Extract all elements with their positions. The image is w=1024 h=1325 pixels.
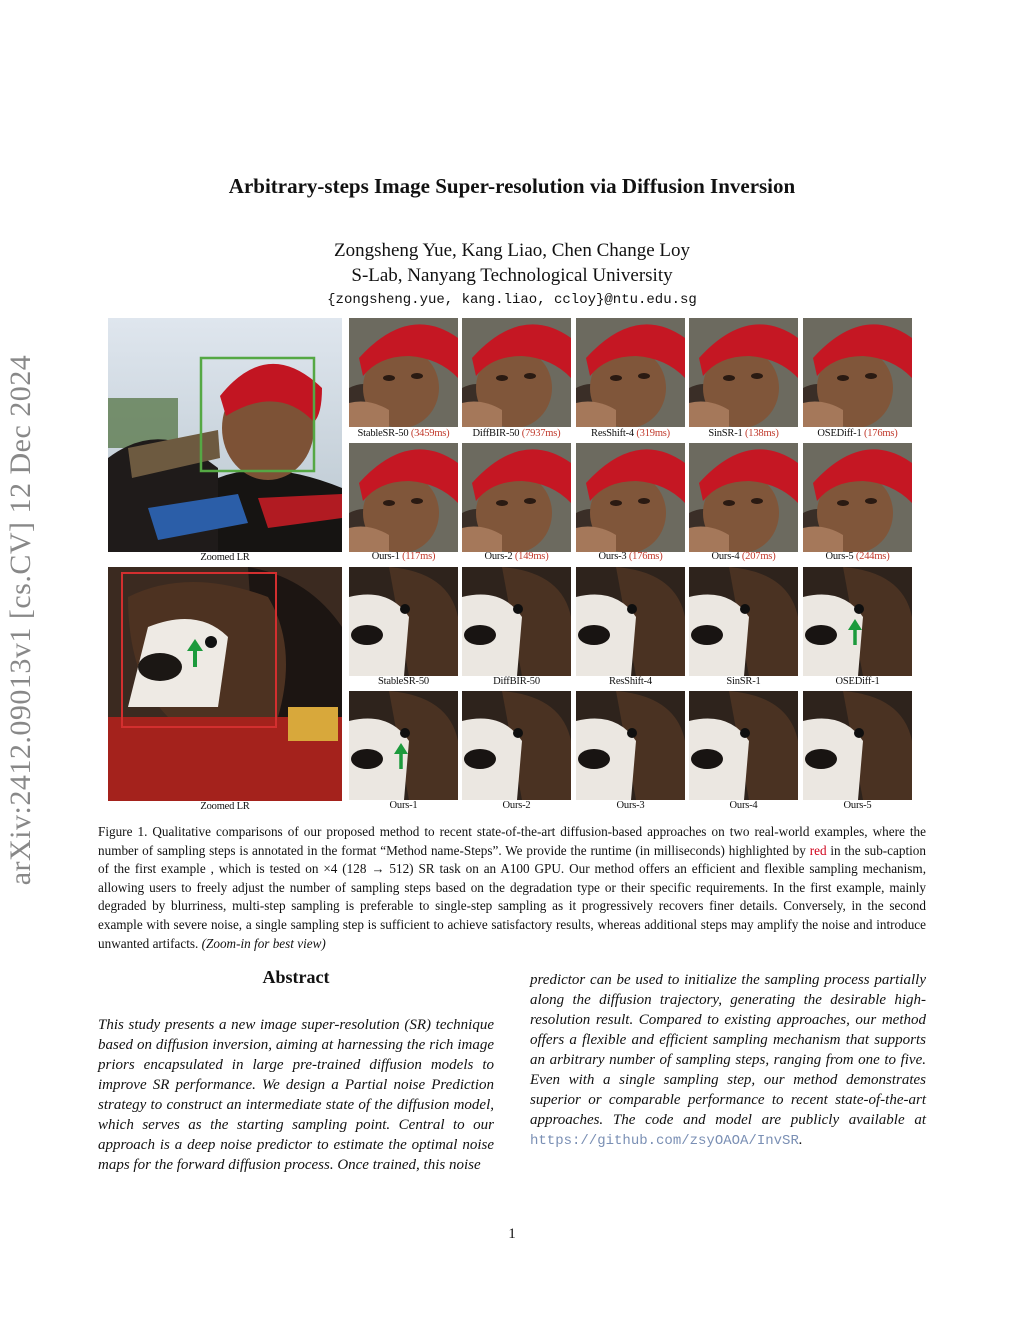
dog-row2-caption-2 [454, 800, 579, 811]
runtime-label: (319ms) [636, 428, 670, 439]
face-row2-result-2 [462, 443, 571, 552]
method-name: Ours-4 [729, 800, 758, 811]
face-row2-result-5 [803, 443, 912, 552]
face-row2-caption-2 [454, 551, 579, 562]
abstract-left-column: This study presents a new image super-resolution (SR) technique based on diffusion inversion, aiming at harnessing the rich image priors encapsulated in large pre-trained diffusion models to improve SR performance. We design a Partial noise Prediction strategy to construct an intermediate state of the diffusion model, which serves as the starting sampling point. Central to our approach is a deep noise predictor to estimate the optimal noise maps for the forward diffusion process. Once trained, this noise [98, 1017, 494, 1173]
method-name: Ours-1 [389, 800, 418, 811]
page-number: 1 [508, 1226, 516, 1242]
face-lr-label: Zoomed LR [200, 552, 250, 563]
method-name: Ours-4 [711, 551, 740, 562]
dog-row2-caption-4 [681, 800, 806, 811]
dog-lr-label: Zoomed LR [200, 801, 250, 812]
runtime-label: (176ms) [863, 428, 898, 439]
method-name: SinSR-1 [726, 676, 761, 687]
face-row1-result-3 [576, 318, 685, 427]
face-row1-caption-3 [568, 428, 693, 439]
method-name: Ours-1 [371, 551, 400, 562]
dog-row1-caption-5 [795, 676, 920, 687]
runtime-label: (138ms) [745, 428, 779, 439]
caption-zoom-note: (Zoom-in for best view) [201, 935, 326, 951]
caption-red-word: red [809, 842, 827, 858]
dog-row2-result-4 [689, 691, 798, 800]
face-row2-caption-5 [795, 551, 920, 562]
method-name: DiffBIR-50 [493, 676, 540, 687]
face-row1-result-4 [689, 318, 798, 427]
dog-row1-result-3 [576, 567, 685, 676]
author-list: Zongsheng Yue, Kang Liao, Chen Change Loy [334, 240, 690, 261]
face-row1-caption-5 [795, 428, 920, 439]
abstract-right-end: . [798, 1132, 803, 1148]
runtime-label: (176ms) [628, 551, 663, 562]
face-row2-caption-1 [341, 551, 466, 562]
dog-row2-result-3 [576, 691, 685, 800]
dog-row2-result-2 [462, 691, 571, 800]
method-name: OSEDiff-1 [817, 428, 862, 439]
caption-part-1: Figure 1. Qualitative comparisons of our proposed method to recent state-of-the-art diffusion-based approaches on two real-world examples, where the number of sampling steps is annotated in the format “Method name-Steps”. We provide the runtime (in milliseconds) highlighted by [98, 824, 926, 858]
runtime-label: (207ms) [741, 551, 776, 562]
method-name: Ours-2 [484, 551, 513, 562]
caption-part-2: in the sub-caption of the first example , which is tested on ×4 (128 → 512) SR task on an A100 GPU. Our method offers an efficient and flexible sampling mechanism, allowing users to freely adjust the number of sampling steps based on the degradation type or their specific requirements. In the first example, mainly degraded by blurriness, multi-step sampling is preferable to single-step sampling as it progressively recovers finer details. Conversely, in the second example with severe noise, a single sampling step is sufficient to achieve satisfactory results, whereas additional steps may amplify the noise and introduce unwanted artifacts. [98, 842, 926, 951]
dog-row2-caption-3 [568, 800, 693, 811]
method-name: ResShift-4 [609, 676, 652, 687]
runtime-label: (244ms) [855, 551, 890, 562]
face-row1-result-2 [462, 318, 571, 427]
affiliation: S-Lab, Nanyang Technological University [351, 265, 673, 286]
runtime-label: (117ms) [402, 551, 436, 562]
dog-row2-caption-1 [341, 800, 466, 811]
dog-row2-caption-5 [795, 800, 920, 811]
dog-row1-caption-3 [568, 676, 693, 687]
face-row2-result-4 [689, 443, 798, 552]
face-lr-image [108, 318, 342, 552]
code-link[interactable]: https://github.com/zsyOAOA/InvSR [530, 1133, 799, 1149]
method-name: Ours-2 [502, 800, 531, 811]
face-row2-result-1 [349, 443, 458, 552]
dog-row1-caption-2 [454, 676, 579, 687]
dog-row1-result-5 [803, 567, 912, 676]
dog-row1-result-4 [689, 567, 798, 676]
dog-row1-caption-1 [341, 676, 466, 687]
method-name: Ours-5 [843, 800, 872, 811]
dog-row1-result-2 [462, 567, 571, 676]
face-row1-caption-1 [341, 428, 466, 439]
method-name: Ours-3 [616, 800, 645, 811]
abstract-right-text: predictor can be used to initialize the sampling process partially along the diffusion trajectory, generating the desirable high-resolution result. Compared to existing approaches, our method offers a flexible and efficient sampling mechanism that supports an arbitrary number of sampling steps, ranging from one to five. Even with a single sampling step, our method demonstrates superior or comparable performance to recent state-of-the-art approaches. The code and model are publicly available at [530, 972, 926, 1128]
dog-row1-caption-4 [681, 676, 806, 687]
abstract-heading: Abstract [262, 967, 330, 987]
author-emails: {zongsheng.yue, kang.liao, ccloy}@ntu.edu.sg [327, 292, 697, 308]
face-row2-result-3 [576, 443, 685, 552]
face-row2-caption-4 [681, 551, 806, 562]
dog-row1-result-1 [349, 567, 458, 676]
method-name: StableSR-50 [378, 676, 429, 687]
face-row1-caption-2 [454, 428, 579, 439]
runtime-label: (7937ms) [521, 428, 561, 439]
abstract-right-column [530, 970, 926, 1151]
face-row1-result-5 [803, 318, 912, 427]
dog-row2-result-5 [803, 691, 912, 800]
method-name: StableSR-50 [357, 428, 409, 439]
arxiv-id-text: arXiv:2412.09013v1 [cs.CV] 12 Dec 2024 [4, 354, 37, 886]
method-name: Ours-5 [825, 551, 854, 562]
face-row1-result-1 [349, 318, 458, 427]
method-name: Ours-3 [598, 551, 627, 562]
method-name: ResShift-4 [591, 428, 634, 439]
face-row1-caption-4 [681, 428, 806, 439]
dog-row2-result-1 [349, 691, 458, 800]
face-row2-caption-3 [568, 551, 693, 562]
paper-title: Arbitrary-steps Image Super-resolution via Diffusion Inversion [228, 174, 796, 198]
figure-caption [98, 823, 926, 953]
method-name: SinSR-1 [708, 428, 743, 439]
runtime-label: (149ms) [514, 551, 549, 562]
runtime-label: (3459ms) [410, 428, 450, 439]
method-name: OSEDiff-1 [835, 676, 880, 687]
dog-lr-image [108, 567, 342, 801]
method-name: DiffBIR-50 [472, 428, 520, 439]
